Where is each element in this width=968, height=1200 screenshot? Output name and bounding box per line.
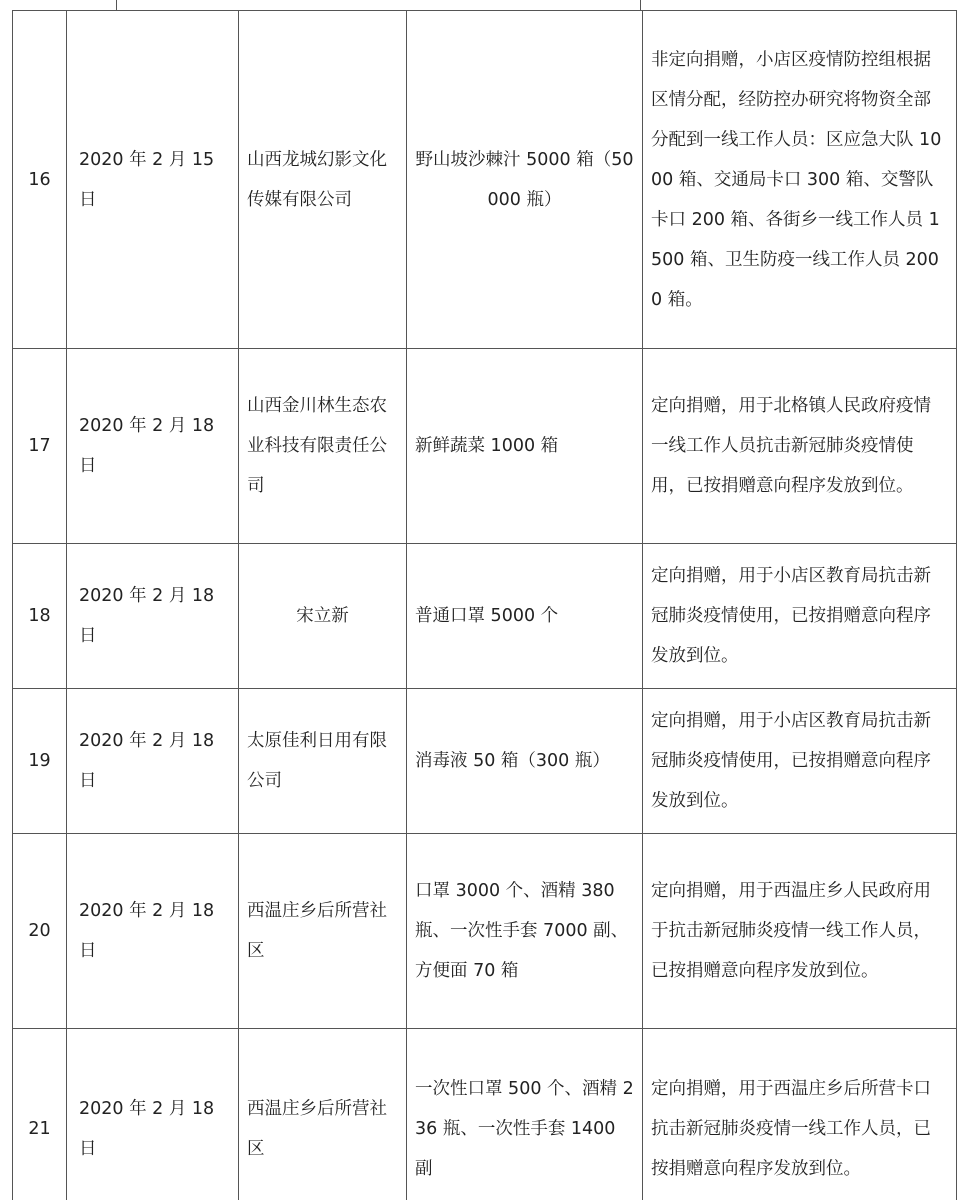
donated-items: 消毒液 50 箱（300 瓶） — [407, 689, 643, 834]
table-row — [13, 689, 957, 834]
allocation-note: 定向捐赠，用于西温庄乡人民政府用于抗击新冠肺炎疫情一线工作人员，已按捐赠意向程序发放到位。 — [643, 834, 957, 1029]
row-number: 19 — [13, 689, 67, 834]
donor-name: 山西金川林生态农业科技有限责任公司 — [239, 349, 407, 544]
allocation-note: 非定向捐赠，小店区疫情防控组根据区情分配，经防控办研究将物资全部分配到一线工作人员：区应急大队 1000 箱、交通局卡口 300 箱、交警队卡口 200 箱、各街乡一线工作人员 1500 箱、卫生防疫一线工作人员 2000 箱。 — [643, 11, 957, 349]
row-number: 17 — [13, 349, 67, 544]
allocation-note: 定向捐赠，用于小店区教育局抗击新冠肺炎疫情使用，已按捐赠意向程序发放到位。 — [643, 544, 957, 689]
row-number: 16 — [13, 11, 67, 349]
donation-date: 2020 年 2 月 18 日 — [67, 689, 239, 834]
donor-name: 山西龙城幻影文化传媒有限公司 — [239, 11, 407, 349]
row-number: 18 — [13, 544, 67, 689]
donation-date: 2020 年 2 月 18 日 — [67, 834, 239, 1029]
donated-items: 一次性口罩 500 个、酒精 236 瓶、一次性手套 1400 副 — [407, 1029, 643, 1200]
donor-name: 太原佳利日用有限公司 — [239, 689, 407, 834]
donation-table — [12, 10, 957, 1200]
allocation-note: 定向捐赠，用于小店区教育局抗击新冠肺炎疫情使用，已按捐赠意向程序发放到位。 — [643, 689, 957, 834]
table-row — [13, 544, 957, 689]
donation-date: 2020 年 2 月 18 日 — [67, 1029, 239, 1200]
donor-name: 西温庄乡后所营社区 — [239, 1029, 407, 1200]
donated-items: 野山坡沙棘汁 5000 箱（50000 瓶） — [407, 11, 643, 349]
row-number: 21 — [13, 1029, 67, 1200]
table-row — [13, 1029, 957, 1200]
table-row — [13, 834, 957, 1029]
top-border-stub — [640, 0, 641, 10]
donor-name: 宋立新 — [239, 544, 407, 689]
table-row — [13, 11, 957, 349]
donated-items: 普通口罩 5000 个 — [407, 544, 643, 689]
donation-date: 2020 年 2 月 18 日 — [67, 544, 239, 689]
allocation-note: 定向捐赠，用于北格镇人民政府疫情一线工作人员抗击新冠肺炎疫情使用，已按捐赠意向程序发放到位。 — [643, 349, 957, 544]
donated-items: 口罩 3000 个、酒精 380 瓶、一次性手套 7000 副、方便面 70 箱 — [407, 834, 643, 1029]
donated-items: 新鲜蔬菜 1000 箱 — [407, 349, 643, 544]
donation-date: 2020 年 2 月 15 日 — [67, 11, 239, 349]
allocation-note: 定向捐赠，用于西温庄乡后所营卡口抗击新冠肺炎疫情一线工作人员，已按捐赠意向程序发放到位。 — [643, 1029, 957, 1200]
top-border-stub — [116, 0, 117, 10]
table-row — [13, 349, 957, 544]
donation-date: 2020 年 2 月 18 日 — [67, 349, 239, 544]
donor-name: 西温庄乡后所营社区 — [239, 834, 407, 1029]
row-number: 20 — [13, 834, 67, 1029]
